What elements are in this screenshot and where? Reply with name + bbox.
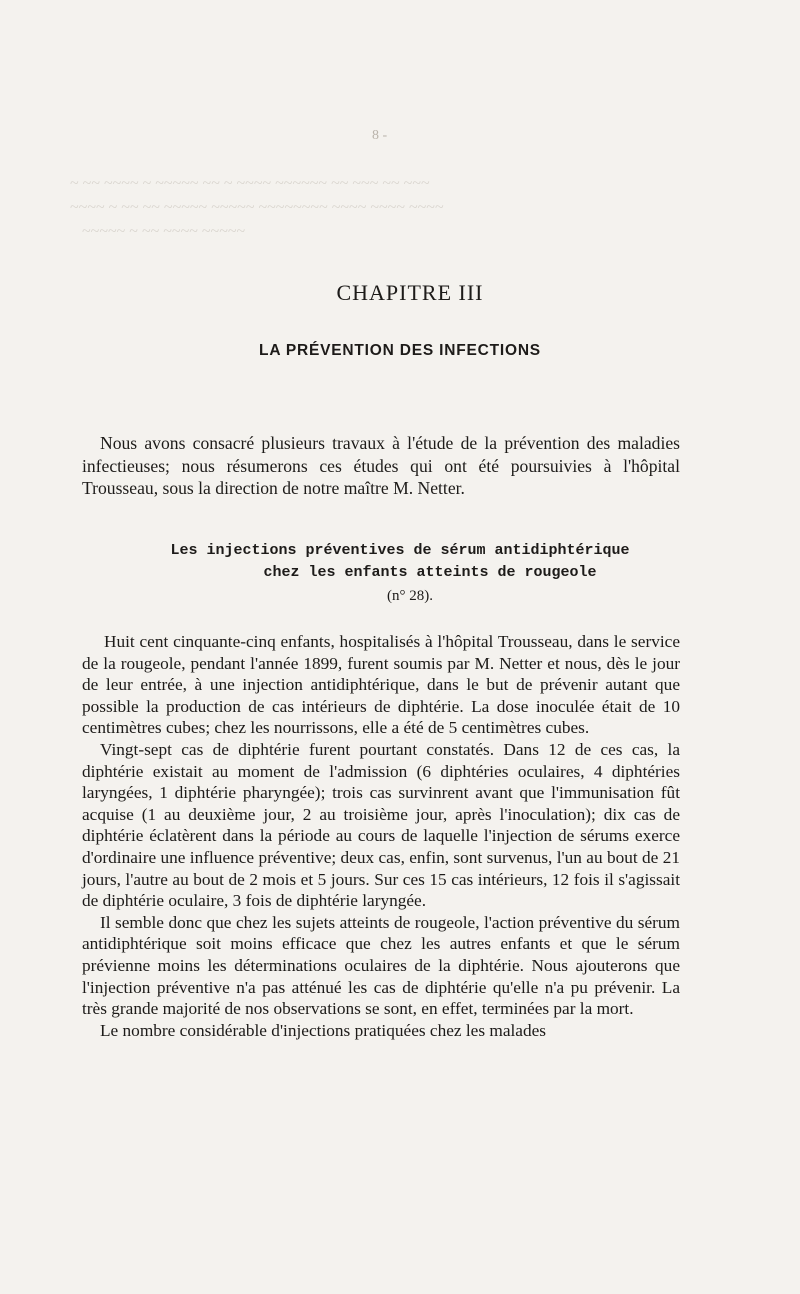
section-title: LA PRÉVENTION DES INFECTIONS (259, 342, 541, 359)
body-paragraph: Le nombre considérable d'injections pratiquées chez les malades (100, 1020, 547, 1040)
body-paragraph: Huit cent cinquante-cinq enfants, hospitalisés à l'hôpital Trousseau, dans le service de la rougeole, pendant l'année 1899, furent soumis par M. Netter et nous, dès le jour de leur entrée, à une injection antidiphtérique, dans le but de prévenir autant que possible la production de cas intérieurs de diphtérie. La dose inoculée était de 10 centimètres cubes; chez les nourrissons, elle a été de 5 centimètres cubes. (82, 632, 680, 738)
subsection-reference: (n° 28). (387, 588, 433, 604)
show-through-text: ~~~~ ~ ~~ ~~ ~~~~~ ~~~~~ ~~~~~~~~ ~~~~ ~~~~ ~~~~ (70, 199, 444, 216)
subsection-title (0, 540, 800, 584)
body-paragraph: Vingt-sept cas de diphtérie furent pourtant constatés. Dans 12 de ces cas, la diphtérie existait au moment de l'admission (6 diphtéries oculaires, 4 diphtéries laryngées, 1 diphtérie pharyngée); trois cas survinrent avant que l'immunisation fût acquise (1 au deuxième jour, 2 au troisième jour, après l'inoculation); dix cas de diphtérie éclatèrent dans la période au cours de laquelle l'injection de sérums exerce d'ordinaire une influence préventive; deux cas, enfin, sont survenus, l'un au bout de 21 jours, l'autre au bout de 2 mois et 5 jours. Sur ces 15 cas intérieurs, 12 fois il s'agissait de diphtérie oculaire, 3 fois de diphtérie laryngée. (82, 739, 680, 911)
subsection-title-line-1: Les injections préventives de sérum antidiphtérique (170, 542, 630, 559)
intro-paragraph: Nous avons consacré plusieurs travaux à l'étude de la prévention des maladies infectieuses; nous résumerons ces études qui ont été poursuivies à l'hôpital Trousseau, sous la direction de notre maître M. Netter. (82, 433, 680, 498)
body-text (82, 631, 680, 1041)
page-folio: 8 - (372, 128, 388, 143)
body-paragraph: Il semble donc que chez les sujets atteints de rougeole, l'action préventive du sérum antidiphtérique soit moins efficace que chez les autres enfants et que le sérum prévienne moins les déterminations oculaires de la diphtérie. Nous ajouterons que l'injection préventive n'a pas atténué les cas de diphtérie qu'elle n'a pu prévenir. La très grande majorité de nos observations se sont, en effet, terminées par la mort. (82, 912, 680, 1019)
chapter-title: CHAPITRE III (336, 280, 484, 305)
show-through-text: ~ ~~ ~~~~ ~ ~~~~~ ~~ ~ ~~~~ ~~~~~~ ~~ ~~~ ~~ ~~~ (70, 175, 430, 192)
subsection-title-line-2: chez les enfants atteints de rougeole (263, 564, 597, 581)
show-through-text: ~~~~~ ~ ~~ ~~~~ ~~~~~ (70, 223, 246, 240)
